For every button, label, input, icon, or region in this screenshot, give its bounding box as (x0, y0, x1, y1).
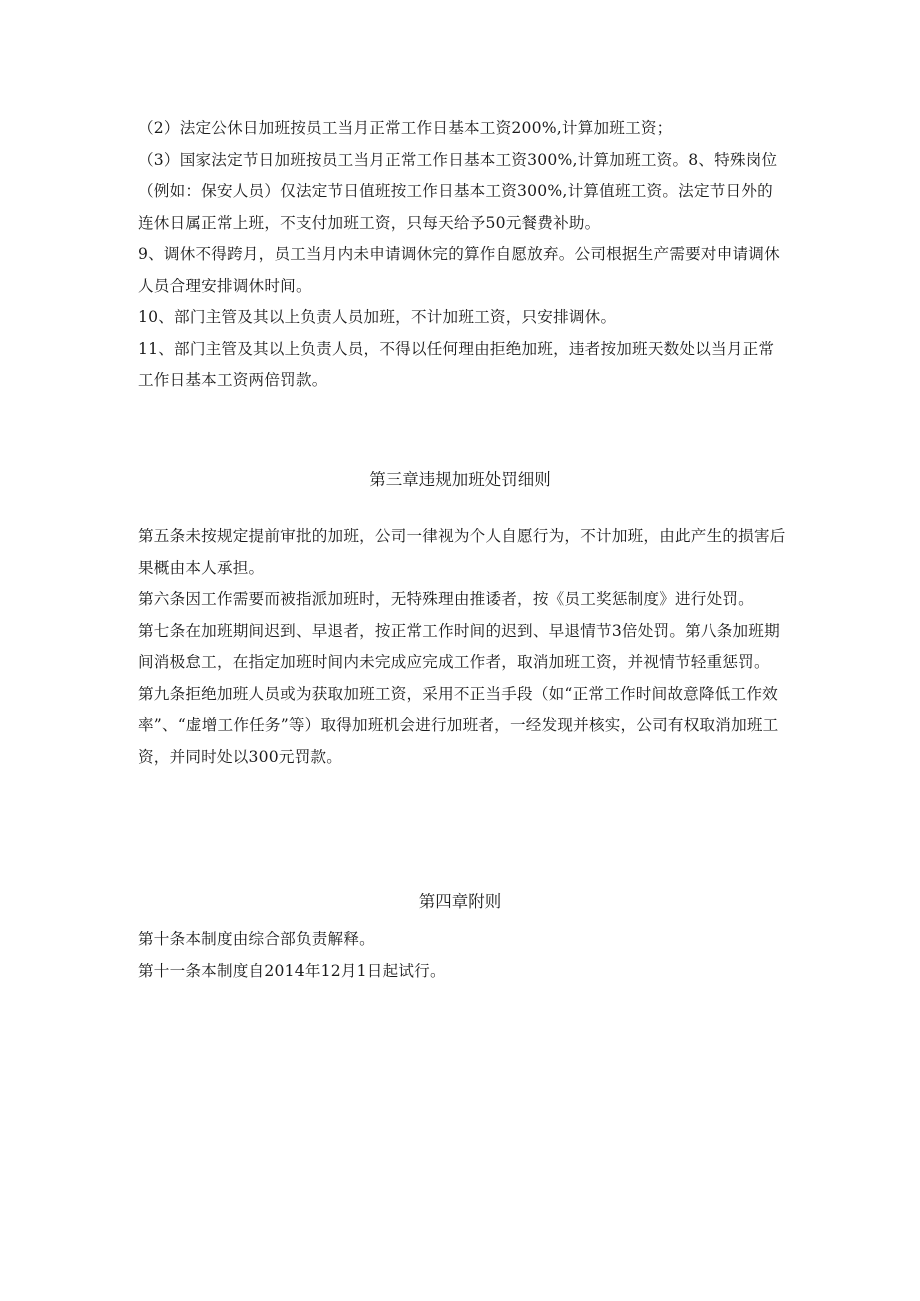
chapter-4-body (138, 924, 786, 987)
article-7-8: 第七条在加班期间迟到、早退者，按正常工作时间的迟到、早退情节3倍处罚。第八条加班期间消极怠工，在指定加班时间内未完成应完成工作者，取消加班工资，并视情节轻重惩罚。 (138, 621, 780, 671)
article-5: 第五条未按规定提前审批的加班，公司一律视为个人自愿行为，不计加班，由此产生的损害后果概由本人承担。 (138, 527, 786, 577)
chapter-4-title: 第四章附则 (418, 892, 502, 911)
paragraph-rule-11: 11、部门主管及其以上负责人员，不得以任何理由拒绝加班，违者按加班天数处以当月正常工作日基本工资两倍罚款。 (138, 339, 775, 389)
chapter-3-body (138, 521, 786, 773)
article-6: 第六条因工作需要而被指派加班时，无特殊理由推诿者，按《员工奖惩制度》进行处罚。 (138, 590, 754, 608)
article-10: 第十条本制度由综合部负责解释。 (138, 930, 375, 948)
paragraph-holiday-weekend: （2）法定公休日加班按员工当月正常工作日基本工资200%,计算加班工资； (138, 119, 673, 137)
overtime-pay-rules (138, 113, 786, 397)
paragraph-rule-10: 10、部门主管及其以上负责人员加班，不计加班工资，只安排调休。 (138, 308, 617, 326)
chapter-3-title: 第三章违规加班处罚细则 (369, 470, 551, 489)
paragraph-statutory-holiday: （3）国家法定节日加班按员工当月正常工作日基本工资300%,计算加班工资。8、特殊岗位（例如：保安人员）仅法定节日值班按工作日基本工资300%,计算值班工资。法定节日外的连休日属正常上班，不支付加班工资，只每天给予50元餐费补助。 (138, 150, 778, 232)
paragraph-rule-9: 9、调休不得跨月，员工当月内未申请调休完的算作自愿放弃。公司根据生产需要对申请调休人员合理安排调休时间。 (138, 245, 780, 295)
article-9: 第九条拒绝加班人员或为获取加班工资，采用不正当手段（如“正常工作时间故意降低工作效率”、“虚增工作任务”等）取得加班机会进行加班者，一经发现并核实，公司有权取消加班工资，并同时处以300元罚款。 (138, 684, 779, 766)
article-11: 第十一条本制度自2014年12月1日起试行。 (138, 961, 446, 980)
